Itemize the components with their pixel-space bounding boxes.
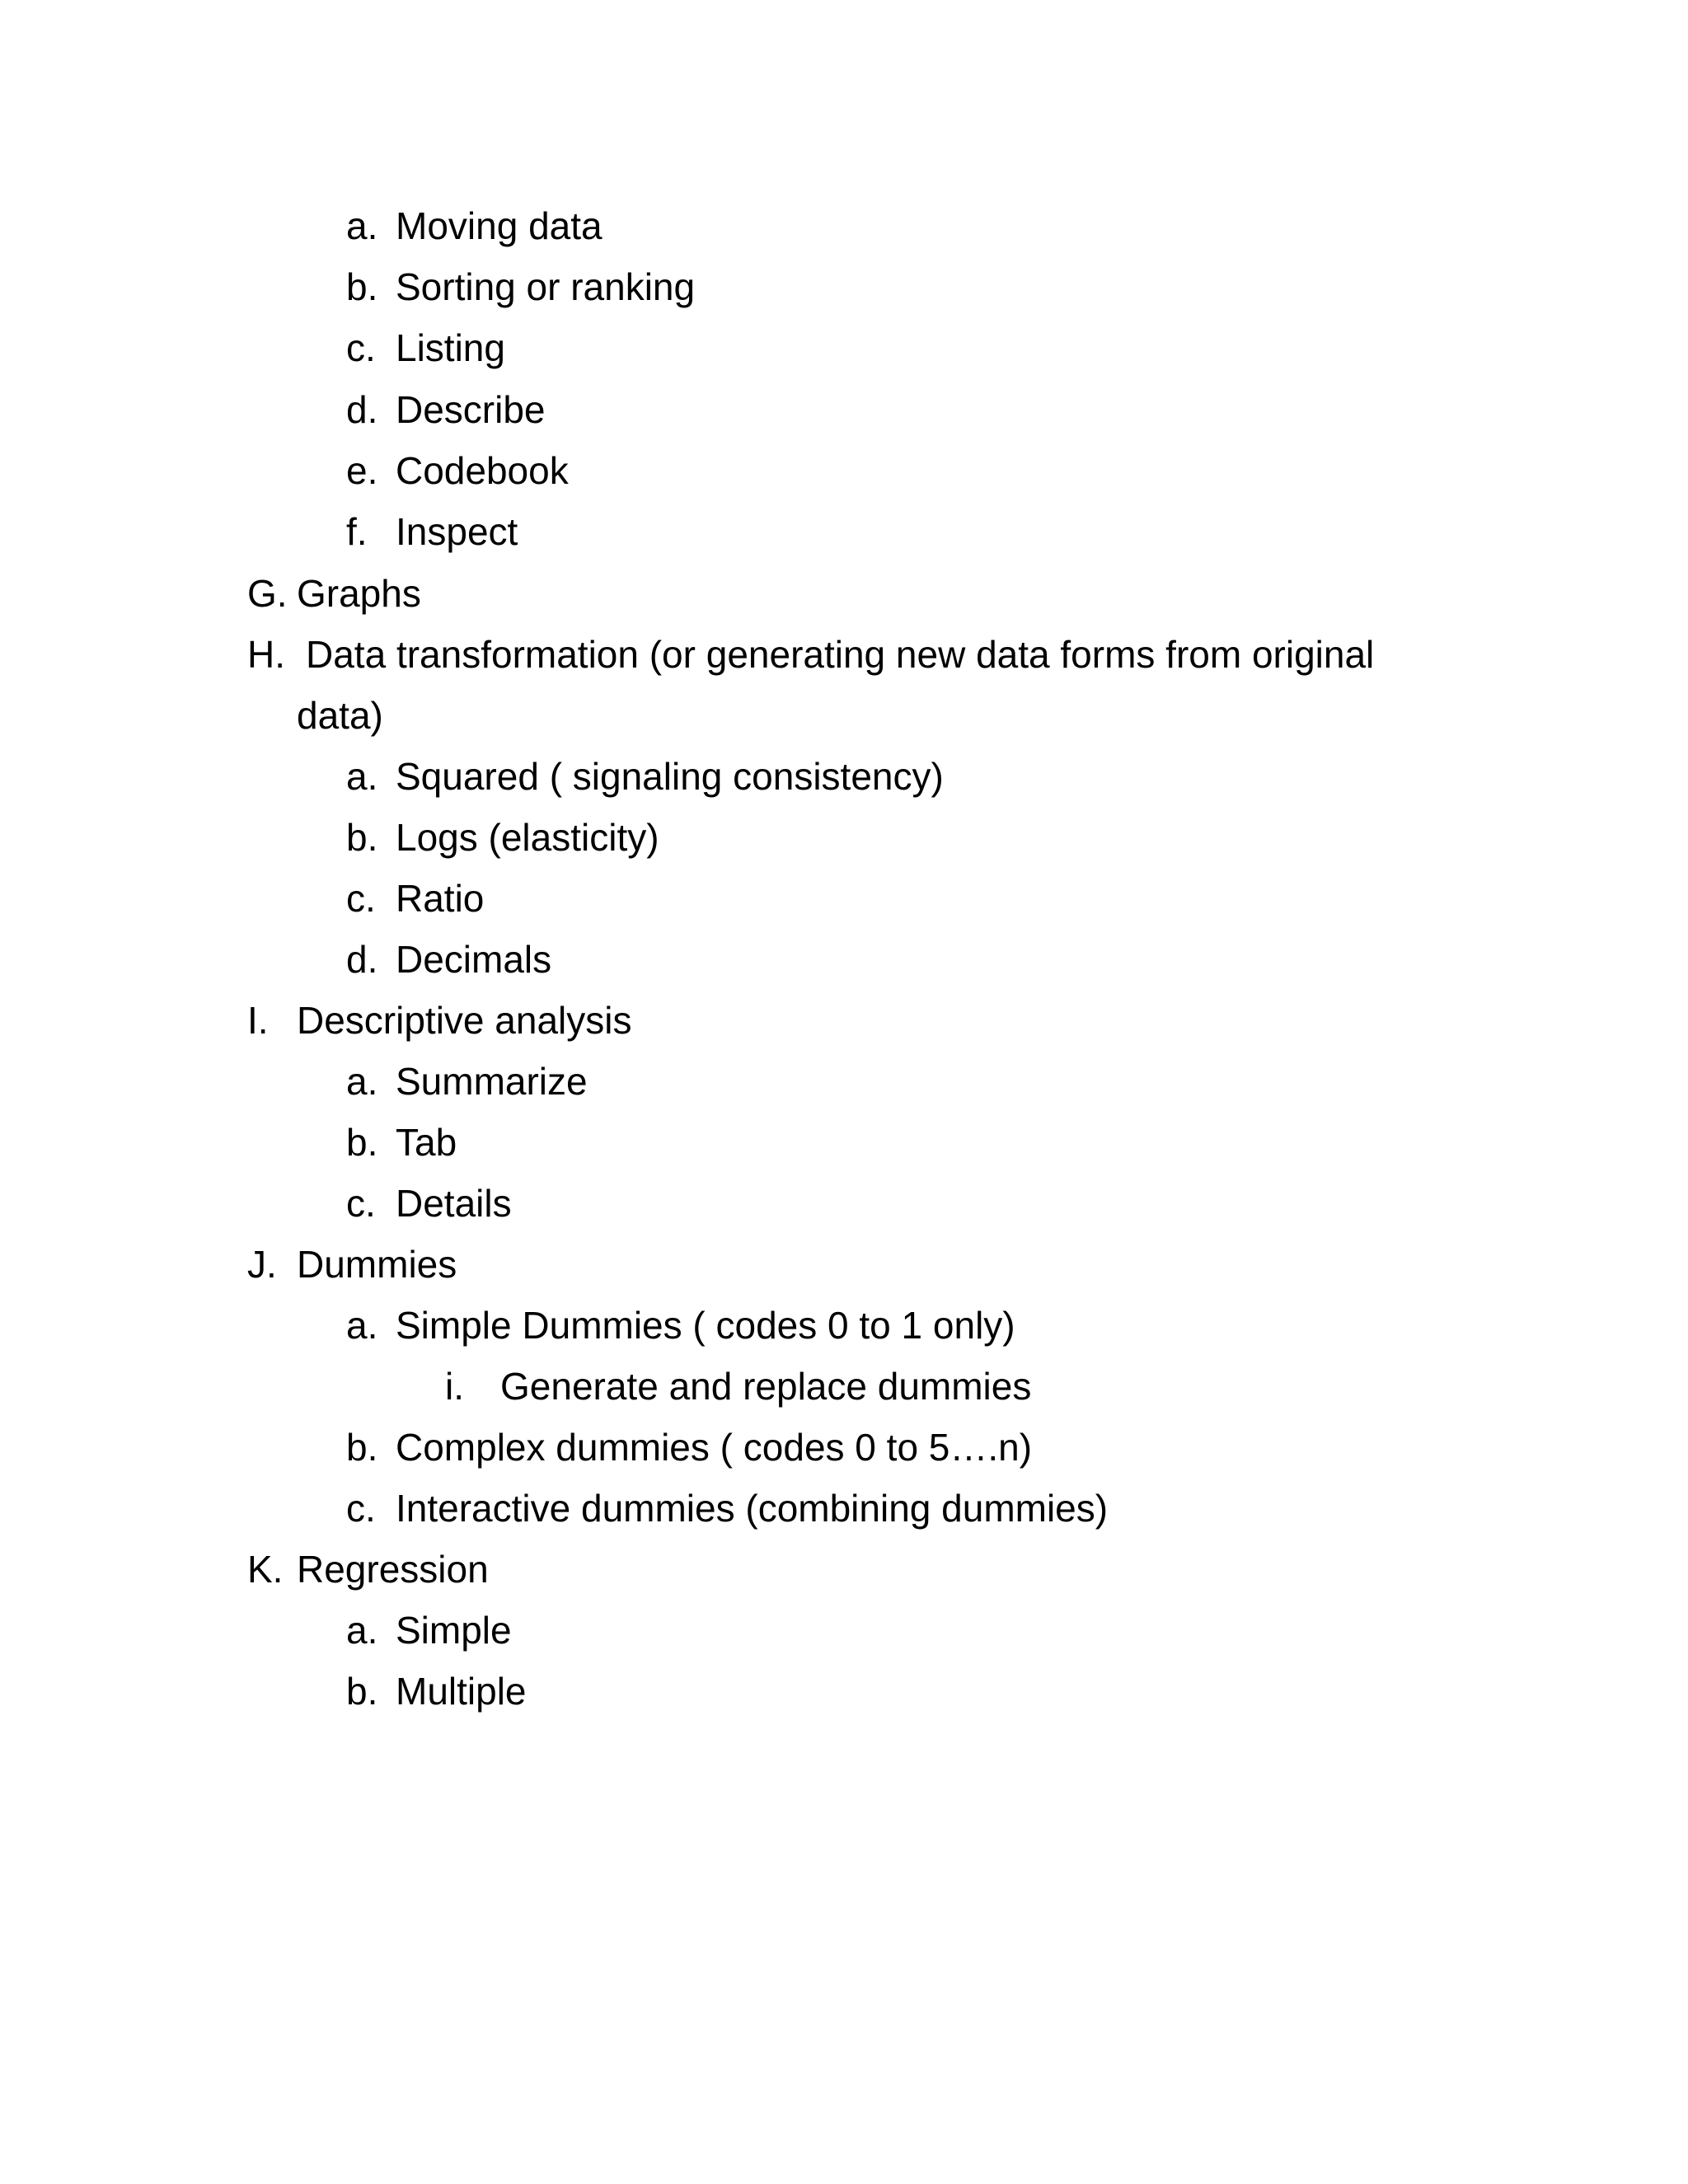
list-marker: a. [346,1609,378,1652]
list-marker: K. [247,1548,284,1591]
list-item-text: Logs (elasticity) [396,816,659,859]
list-marker: i. [445,1365,464,1408]
list-item-text: Squared ( signaling consistency) [396,755,944,798]
list-item-text: data) [297,694,383,737]
list-marker: b. [346,1121,378,1164]
list-item-text: Details [396,1182,512,1225]
list-item-text: Interactive dummies (combining dummies) [396,1487,1109,1530]
list-marker: b. [346,816,378,859]
list-item-text: Simple [396,1609,512,1652]
list-item-text: Moving data [396,204,603,247]
list-marker: c. [346,326,376,369]
list-marker: a. [346,1060,378,1103]
list-marker: c. [346,1487,376,1530]
list-item-text: Describe [396,388,546,431]
list-marker: d. [346,388,378,431]
list-marker: b. [346,1426,378,1469]
list-marker: J. [247,1243,277,1286]
list-item-text: Sorting or ranking [396,265,696,308]
list-marker: a. [346,1304,378,1347]
list-item-text: Dummies [297,1243,457,1286]
list-item-text: Inspect [396,510,518,553]
list-item-text: Graphs [297,572,421,615]
list-marker: b. [346,265,378,308]
list-marker: d. [346,938,378,981]
list-marker: f. [346,510,368,553]
list-item-text: Tab [396,1121,457,1164]
list-item-text: Ratio [396,877,485,920]
list-item-text: Simple Dummies ( codes 0 to 1 only) [396,1304,1015,1347]
list-item-text: Complex dummies ( codes 0 to 5….n) [396,1426,1033,1469]
list-item-text: Generate and replace dummies [500,1365,1032,1408]
list-marker: c. [346,877,376,920]
list-marker: b. [346,1670,378,1713]
list-item-text: Data transformation (or generating new data forms from original [306,633,1375,676]
list-item-text: Summarize [396,1060,588,1103]
list-marker: e. [346,449,378,492]
list-marker: c. [346,1182,376,1225]
list-marker: I. [247,999,269,1042]
list-item-text: Listing [396,326,505,369]
list-item-text: Decimals [396,938,552,981]
list-marker: a. [346,755,378,798]
list-item-text: Codebook [396,449,569,492]
list-item-text: Regression [297,1548,489,1591]
list-item-text: Multiple [396,1670,527,1713]
list-marker: G. [247,572,288,615]
list-marker: a. [346,204,378,247]
list-item-text: Descriptive analysis [297,999,632,1042]
list-marker: H. [247,633,285,676]
